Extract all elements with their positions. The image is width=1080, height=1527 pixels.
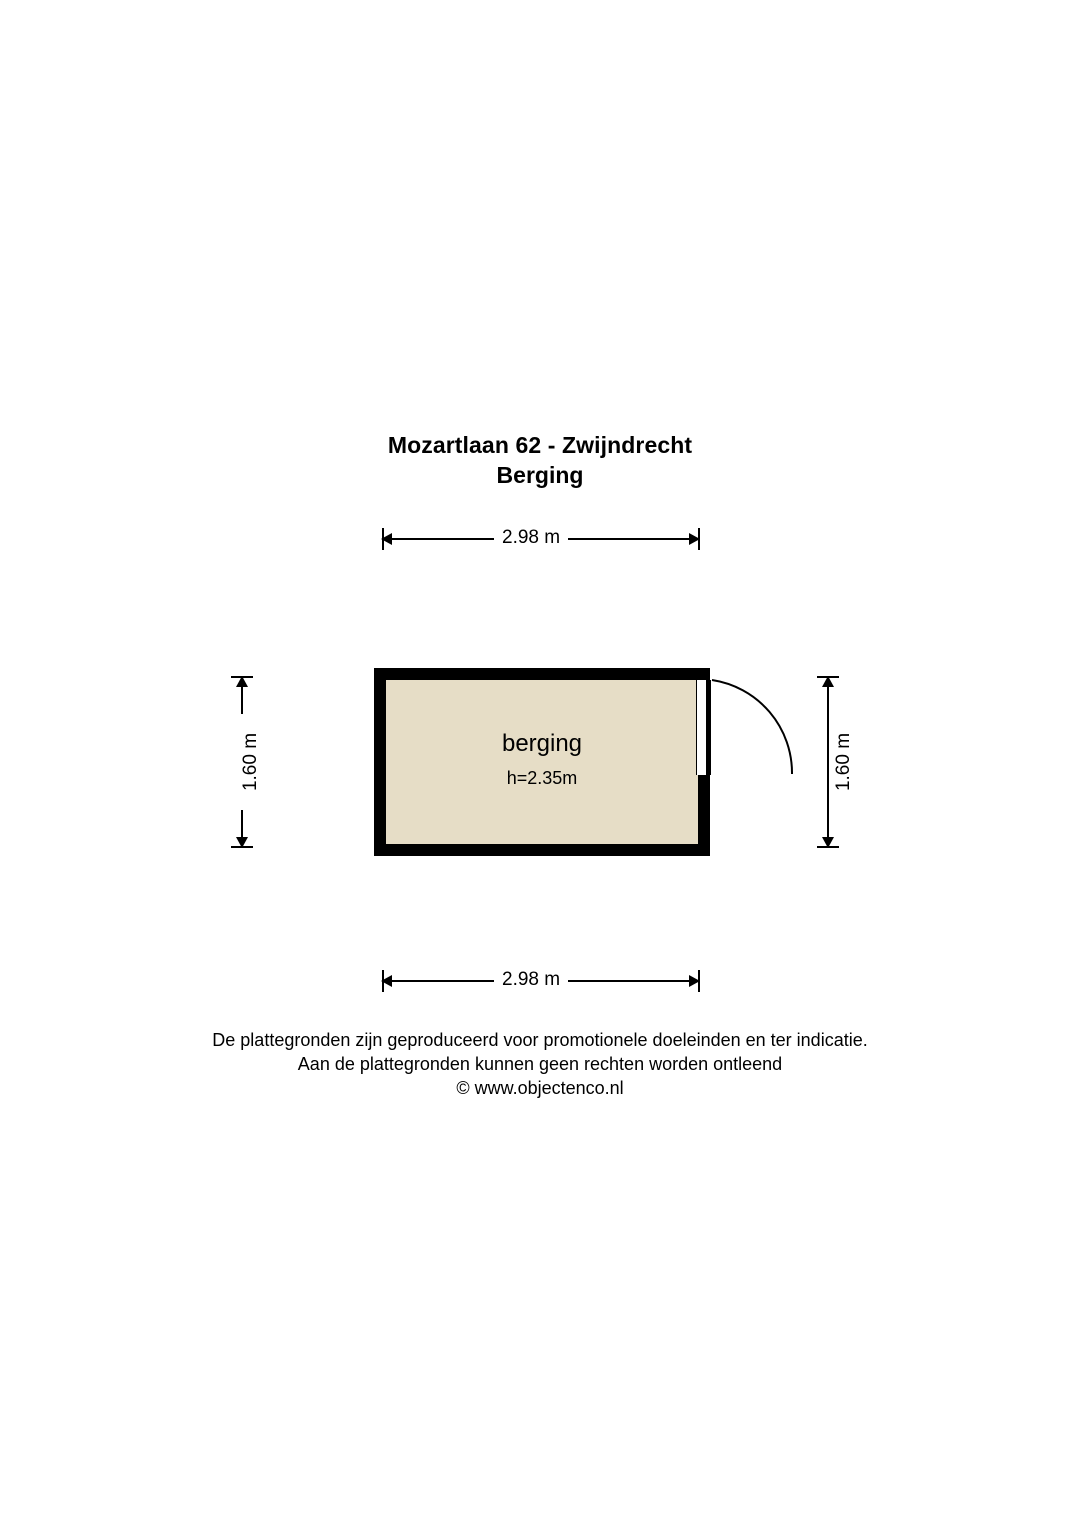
title-floor: Berging [496,462,584,488]
footer-line-1: De plattegronden zijn geproduceerd voor promotionele doeleinden en ter indicatie. [212,1030,868,1050]
door-swing-arc-icon [710,678,806,777]
title-address: Mozartlaan 62 - Zwijndrecht [387,432,693,458]
page-title [0,430,1080,490]
dimension-right-line [827,677,829,847]
footer-copyright: © www.objectenco.nl [456,1078,624,1098]
footer-line-2: Aan de plattegronden kunnen geen rechten worden ontleend [297,1054,783,1074]
dimension-right-label: 1.60 m [833,714,855,810]
dimension-bottom-label: 2.98 m [494,969,568,991]
room-label: berging [501,730,583,757]
room-height-label: h=2.35m [506,768,578,788]
floor-plan [374,668,710,856]
footer-disclaimer [0,1028,1080,1100]
dimension-left-label: 1.60 m [240,714,262,810]
dimension-top-label: 2.98 m [494,527,568,549]
room-berging [386,680,698,844]
